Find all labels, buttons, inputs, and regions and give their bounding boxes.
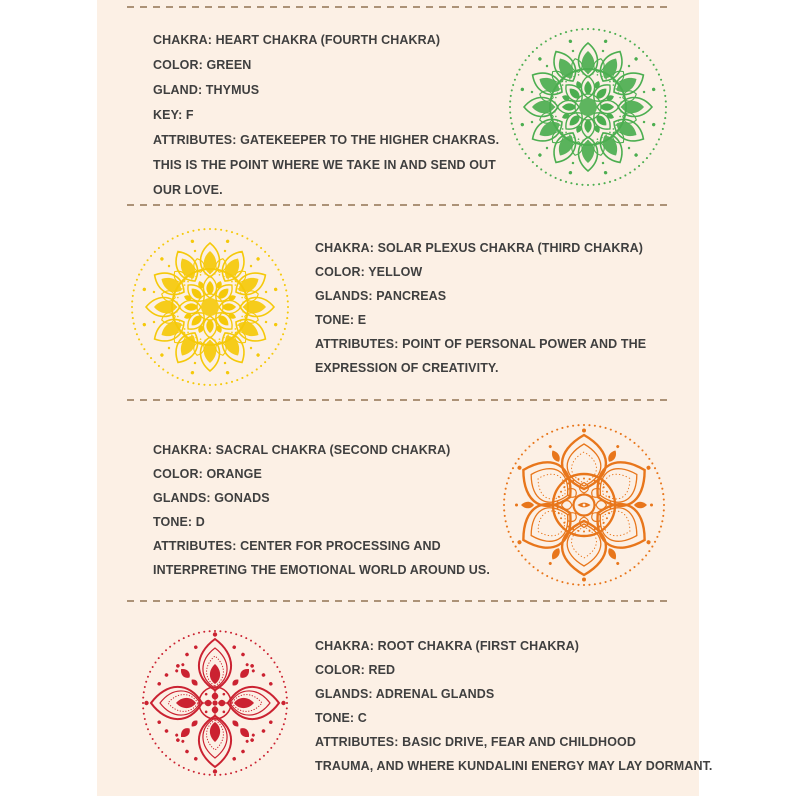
info-line: CHAKRA: ROOT CHAKRA (FIRST CHAKRA) <box>315 639 580 653</box>
heart-chakra-info <box>153 28 499 203</box>
dashed-divider <box>127 399 672 401</box>
info-line: THIS IS THE POINT WHERE WE TAKE IN AND SEND OUT <box>153 158 496 172</box>
info-line: ATTRIBUTES: BASIC DRIVE, FEAR AND CHILDHOOD <box>315 735 636 749</box>
info-line: EXPRESSION OF CREATIVITY. <box>315 361 499 375</box>
info-line: INTERPRETING THE EMOTIONAL WORLD AROUND US. <box>153 563 490 577</box>
heart-chakra-mandala <box>503 22 673 192</box>
info-line: TONE: C <box>315 711 367 725</box>
info-line: COLOR: RED <box>315 663 396 677</box>
dashed-divider <box>127 6 672 8</box>
info-line: GLAND: THYMUS <box>153 83 260 97</box>
root-chakra-mandala <box>130 618 300 788</box>
solar-plexus-chakra-info <box>315 236 646 380</box>
root-chakra-info <box>315 634 713 778</box>
info-line: KEY: F <box>153 108 194 122</box>
info-line: CHAKRA: SACRAL CHAKRA (SECOND CHAKRA) <box>153 443 451 457</box>
solar-plexus-chakra-mandala <box>125 222 295 392</box>
poster-card <box>97 0 713 796</box>
info-line: GLANDS: PANCREAS <box>315 289 447 303</box>
dashed-divider <box>127 600 672 602</box>
info-line: COLOR: ORANGE <box>153 467 262 481</box>
info-line: TONE: E <box>315 313 367 327</box>
info-line: GLANDS: ADRENAL GLANDS <box>315 687 495 701</box>
info-line: TRAUMA, AND WHERE KUNDALINI ENERGY MAY LAY DORMANT. <box>315 759 713 773</box>
info-line: CHAKRA: SOLAR PLEXUS CHAKRA (THIRD CHAKRA) <box>315 241 644 255</box>
info-line: OUR LOVE. <box>153 183 223 197</box>
info-line: TONE: D <box>153 515 205 529</box>
info-line: ATTRIBUTES: CENTER FOR PROCESSING AND <box>153 539 441 553</box>
info-line: ATTRIBUTES: POINT OF PERSONAL POWER AND THE <box>315 337 647 351</box>
sacral-chakra-info <box>153 438 490 582</box>
sacral-chakra-mandala <box>499 420 669 590</box>
dashed-divider <box>127 204 672 206</box>
info-line: CHAKRA: HEART CHAKRA (FOURTH CHAKRA) <box>153 33 441 47</box>
info-line: ATTRIBUTES: GATEKEEPER TO THE HIGHER CHAKRAS. <box>153 133 500 147</box>
info-line: COLOR: GREEN <box>153 58 252 72</box>
info-line: COLOR: YELLOW <box>315 265 423 279</box>
info-line: GLANDS: GONADS <box>153 491 270 505</box>
